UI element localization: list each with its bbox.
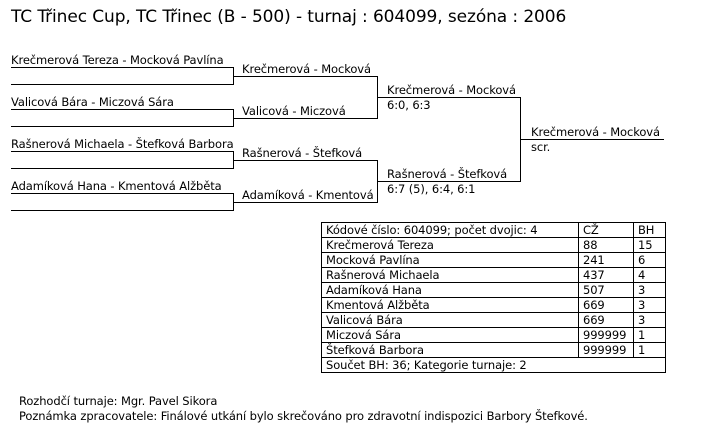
player-bh: 15 [634, 238, 666, 253]
final-winner: Krečmerová - Mocková [531, 125, 660, 139]
table-row [322, 268, 666, 283]
table-header-row [322, 223, 666, 238]
player-name: Valicová Bára [322, 313, 579, 328]
player-cz: 669 [579, 313, 634, 328]
player-cz: 669 [579, 298, 634, 313]
table-cz-header: CŽ [579, 223, 634, 238]
r2-winner-1: Krečmerová - Mocková [242, 62, 371, 76]
player-name: Rašnerová Michaela [322, 268, 579, 283]
player-bh: 1 [634, 343, 666, 358]
table-row [322, 283, 666, 298]
player-name: Krečmerová Tereza [322, 238, 579, 253]
r1-match3-line [11, 152, 234, 169]
table-row [322, 328, 666, 343]
r1-pair-4: Adamíková Hana - Kmentová Alžběta [11, 179, 222, 193]
player-cz: 437 [579, 268, 634, 283]
table-footer: Součet BH: 36; Kategorie turnaje: 2 [322, 358, 666, 373]
r2-winner-3: Rašnerová - Štefková [242, 146, 363, 160]
r1-pair-2: Valicová Bára - Miczová Sára [11, 95, 174, 109]
table-row [322, 313, 666, 328]
table-row [322, 253, 666, 268]
player-cz: 999999 [579, 343, 634, 358]
semi-winner-1: Krečmerová - Mocková [387, 83, 516, 97]
semi-score-2: 6:7 (5), 6:4, 6:1 [387, 182, 476, 196]
player-bh: 1 [634, 328, 666, 343]
table-bh-header: BH [634, 223, 666, 238]
player-cz: 241 [579, 253, 634, 268]
processor-note: Poznámka zpracovatele: Finálové utkání bylo skrečováno pro zdravotní indispozici Barbory Štefkové. [19, 409, 588, 423]
r1-match2-line [11, 110, 234, 127]
r1-pair-3: Rašnerová Michaela - Štefková Barbora [11, 137, 234, 151]
semi-winner-2: Rašnerová - Štefková [387, 167, 508, 181]
seeding-table [321, 222, 666, 373]
table-info-cell: Kódové číslo: 604099; počet dvojic: 4 [322, 223, 579, 238]
player-bh: 4 [634, 268, 666, 283]
r2-winner-4: Adamíková - Kmentová [242, 188, 374, 202]
r1-pair-1: Krečmerová Tereza - Mocková Pavlína [11, 53, 224, 67]
player-bh: 3 [634, 283, 666, 298]
table-row [322, 298, 666, 313]
final-score: scr. [531, 140, 551, 154]
page-title: TC Třinec Cup, TC Třinec (B - 500) - turnaj : 604099, sezóna : 2006 [11, 7, 567, 27]
player-cz: 88 [579, 238, 634, 253]
r1-match4-line [11, 194, 234, 211]
player-name: Kmentová Alžběta [322, 298, 579, 313]
player-name: Miczová Sára [322, 328, 579, 343]
player-name: Adamíková Hana [322, 283, 579, 298]
table-row [322, 343, 666, 358]
player-bh: 3 [634, 313, 666, 328]
r2-winner-2: Valicová - Miczová [242, 104, 346, 118]
player-name: Štefková Barbora [322, 343, 579, 358]
player-name: Mocková Pavlína [322, 253, 579, 268]
semi-score-1: 6:0, 6:3 [387, 98, 431, 112]
player-bh: 6 [634, 253, 666, 268]
referee-note: Rozhodčí turnaje: Mgr. Pavel Sikora [19, 394, 218, 408]
player-cz: 507 [579, 283, 634, 298]
player-bh: 3 [634, 298, 666, 313]
player-cz: 999999 [579, 328, 634, 343]
r1-match1-line [11, 68, 234, 85]
table-footer-row [322, 358, 666, 373]
table-row [322, 238, 666, 253]
